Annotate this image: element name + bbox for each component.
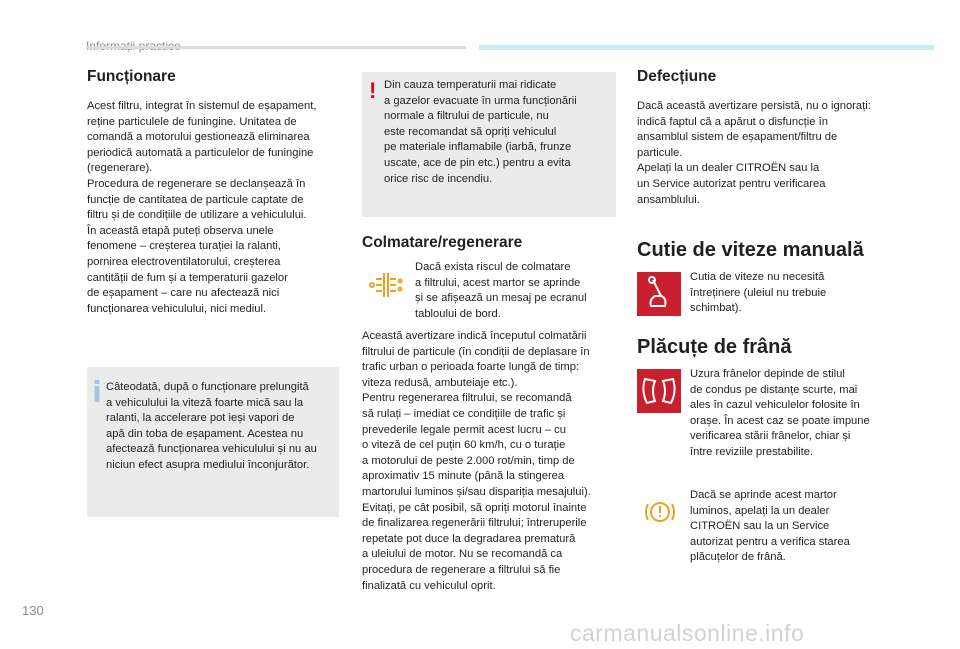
brake-warning-icon — [643, 495, 677, 529]
brake-pads-icon — [637, 369, 681, 413]
functionare-body: Acest filtru, integrat în sistemul de eșapament, reține particulele de funingine. Unitatea de comandă a motorului gestionează eliminarea periodică automată a particulelor de funingine (regenerare). Procedura de regenerare se declanșează în funcție de cantitatea de particule captate de filtru și de condițiile de utilizare a vehiculului. În această etapă puteți observa unele fenomene – creșterea turației la ralanti, pornirea electroventilatorului, creșterea cantității de fum și a temperaturii gazelor de eșapament – care nu afectează nici funcționarea vehiculului, nici mediul. — [87, 100, 317, 315]
gearbox-icon — [637, 272, 681, 316]
cutie-title: Cutie de viteze manuală — [637, 239, 864, 261]
warning-box-text: Din cauza temperaturii mai ridicate a gazelor evacuate în urma funcționării normale a filtrului de particule, nu este recomandat să opriți vehiculul pe materiale inflamabile (iarbă, frunze uscate, ace de pin etc.) pentru a evita orice risc de incendiu. — [384, 79, 577, 185]
watermark: carmanualsonline.info — [570, 620, 805, 646]
placute-title: Plăcuțe de frână — [637, 336, 792, 358]
colmatare-icon-text: Dacă exista riscul de colmatare a filtrului, acest martor se aprinde și se afișează un mesaj pe ecranul tabloului de bord. — [415, 261, 587, 320]
colmatare-title: Colmatare/regenerare — [362, 234, 523, 251]
particle-filter-warning-icon — [362, 263, 406, 307]
defectiune-title: Defecțiune — [637, 68, 717, 85]
header-divider-left — [86, 46, 466, 49]
cutie-text: Cutia de viteze nu necesită întreținere (uleiul nu trebuie schimbat). — [690, 271, 827, 315]
page-number: 130 — [22, 603, 44, 618]
functionare-title: Funcționare — [87, 68, 176, 85]
warning-icon: ! — [369, 78, 377, 103]
functionare-section — [87, 68, 347, 86]
header-divider-right — [479, 45, 934, 50]
defectiune-body: Dacă această avertizare persistă, nu o ignorați: indică faptul că a apărut o disfuncție în ansamblul sistem de eșapament/filtru de particule. Apelați la un dealer CITROËN sau la un Service autorizat pentru verificarea ansamblului. — [637, 100, 871, 206]
colmatare-body: Această avertizare indică începutul colmatării filtrului de particule (în condiții de deplasare în trafic urban o perioada foarte lungă de timp: viteza redusă, ambuteiaje etc.). Pentru regenerarea filtrului, se recomandă să rulați – imediat ce condițiile de trafic și prevederile legale permit acest lucru – cu o viteză de cel puțin 60 km/h, cu o turație a motorului de peste 2.000 rot/min, timp de aproximativ 15 minute (până la stingerea martorului luminos și/sau dispariția mesajului). Evitați, pe cât posibil, să opriți motorul înainte de finalizarea regenerării filtrului; întreruperile repetate pot duce la degradarea prematură a uleiului de motor. Nu se recomandă ca procedura de regenerare a filtrului să fie finalizată cu vehiculul oprit. — [362, 330, 591, 592]
info-box-text: Câteodată, după o funcționare prelungită a vehiculului la viteză foarte mică sau la ralanti, la accelerare pot ieși vapori de apă din toba de eșapament. Acestea nu afectează funcționarea vehiculului și nu au niciun efect asupra mediului înconjurător. — [106, 381, 317, 471]
placute-text2: Dacă se aprinde acest martor luminos, apelați la un dealer CITROËN sau la un Service autorizat pentru a verifica starea plăcuțelor de frână. — [690, 489, 850, 564]
placute-text1: Uzura frânelor depinde de stilul de condus pe distanțe scurte, mai ales în cazul vehiculelor folosite în orașe. În acest caz se poate impune verificarea stării frânelor, chiar și între reviziile prestabilite. — [690, 368, 870, 458]
info-icon — [93, 380, 101, 407]
